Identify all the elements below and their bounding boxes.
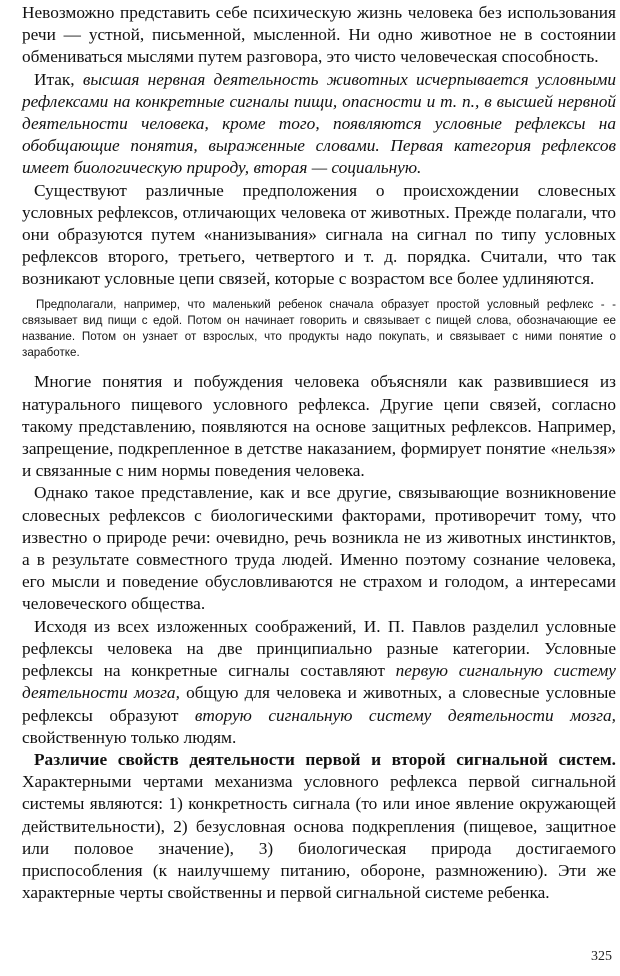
paragraph-speech: Невозможно представить себе психическую жизнь человека без использования речи — устной, письменной, мысленной. Ни одно животное не в состоянии обмениваться мыслями путем разговора, это чисто человеческая способность. <box>22 3 616 67</box>
second-signal-system-term: вторую сигнальную систему деятельности мозга, <box>194 705 616 725</box>
page <box>22 2 616 904</box>
pavlov-text-c: свойственную только людям. <box>22 727 237 747</box>
section-heading: Различие свойств деятельности первой и второй сигнальной систем. <box>34 749 616 769</box>
pavlov-text-a: Исходя из всех изложенных соображений, И. П. Павлов разделил условные рефлексы человека на две принципиально разные категории. Условные рефлексы на конкретные сигналы составляют <box>22 616 616 681</box>
first-signal-system-term: первую сигнальную систему деятельности мозга, <box>22 661 616 703</box>
differences-text: Характерными чертами механизма условного рефлекса первой сигнальной системы являются: 1) конкретность сигнала (то или иное явление окружающей действительности), 2) безусловная основа подкрепления (пищевое, защитное или половое значение), 3) биологическая природа достигаемого приспособления (к наилучшему питанию, обороне, размножению). Эти же характерные черты свойственны и первой сигнальной системе ребенка. <box>22 772 616 903</box>
paragraph-objection: Однако такое представление, как и все другие, связывающие возникновение словесных рефлексов с биологическими факторами, противоречит тому, что известно о природе речи: очевидно, речь возникла не из животных инстинктов, а в результате совместного труда людей. Именно поэтому сознание человека, его мысли и поведение обусловливаются не страхом и голодом, а интересами человеческого общества. <box>22 483 616 614</box>
paragraph-summary <box>22 69 616 180</box>
summary-lead: Итак, <box>34 69 83 89</box>
pavlov-text-b: общую для человека и животных, а словесные условные рефлексы образуют <box>22 683 616 725</box>
paragraph-hypotheses: Существуют различные предположения о происхождении словесных условных рефлексов, отличающих человека от животных. Прежде полагали, что они образуются путем «нанизывания» сигнала на сигнал по типу условных рефлексов второго, третьего, четвертого и т. д. порядка. Считали, что так возникают условные цепи связей, которые с возрастом все более удлиняются. <box>22 180 616 289</box>
note-example: Предполагали, например, что маленький ребенок сначала образует простой условный рефлекс - - связывает вид пищи с едой. Потом он начинает говорить и связывает с пищей слова, обозначающие ее название. Потом он узнает от взрослых, что продукты надо покупать, и связывает с ними понятие о заработке. <box>22 297 616 360</box>
paragraph-pavlov <box>22 616 616 749</box>
paragraph-concepts: Многие понятия и побуждения человека объясняли как развившиеся из натурального пищевого условного рефлекса. Другие цепи связей, согласно такому представлению, появляются на основе защитных рефлексов. Например, запрещение, подкрепленное в детстве наказанием, формирует понятие «нельзя» и связанные с ним нормы поведения человека. <box>22 372 616 481</box>
paragraph-differences <box>22 749 616 904</box>
page-number: 325 <box>591 949 612 964</box>
summary-italic: высшая нервная деятельность животных исчерпывается условными рефлексами на конкретные сигналы пищи, опасности и т. п., в высшей нервной деятельности человека, кроме того, появляются условные рефлексы на обобщающие понятия, выраженные словами. Первая категория рефлексов имеет биологическую природу, вторая — социальную. <box>22 69 616 178</box>
